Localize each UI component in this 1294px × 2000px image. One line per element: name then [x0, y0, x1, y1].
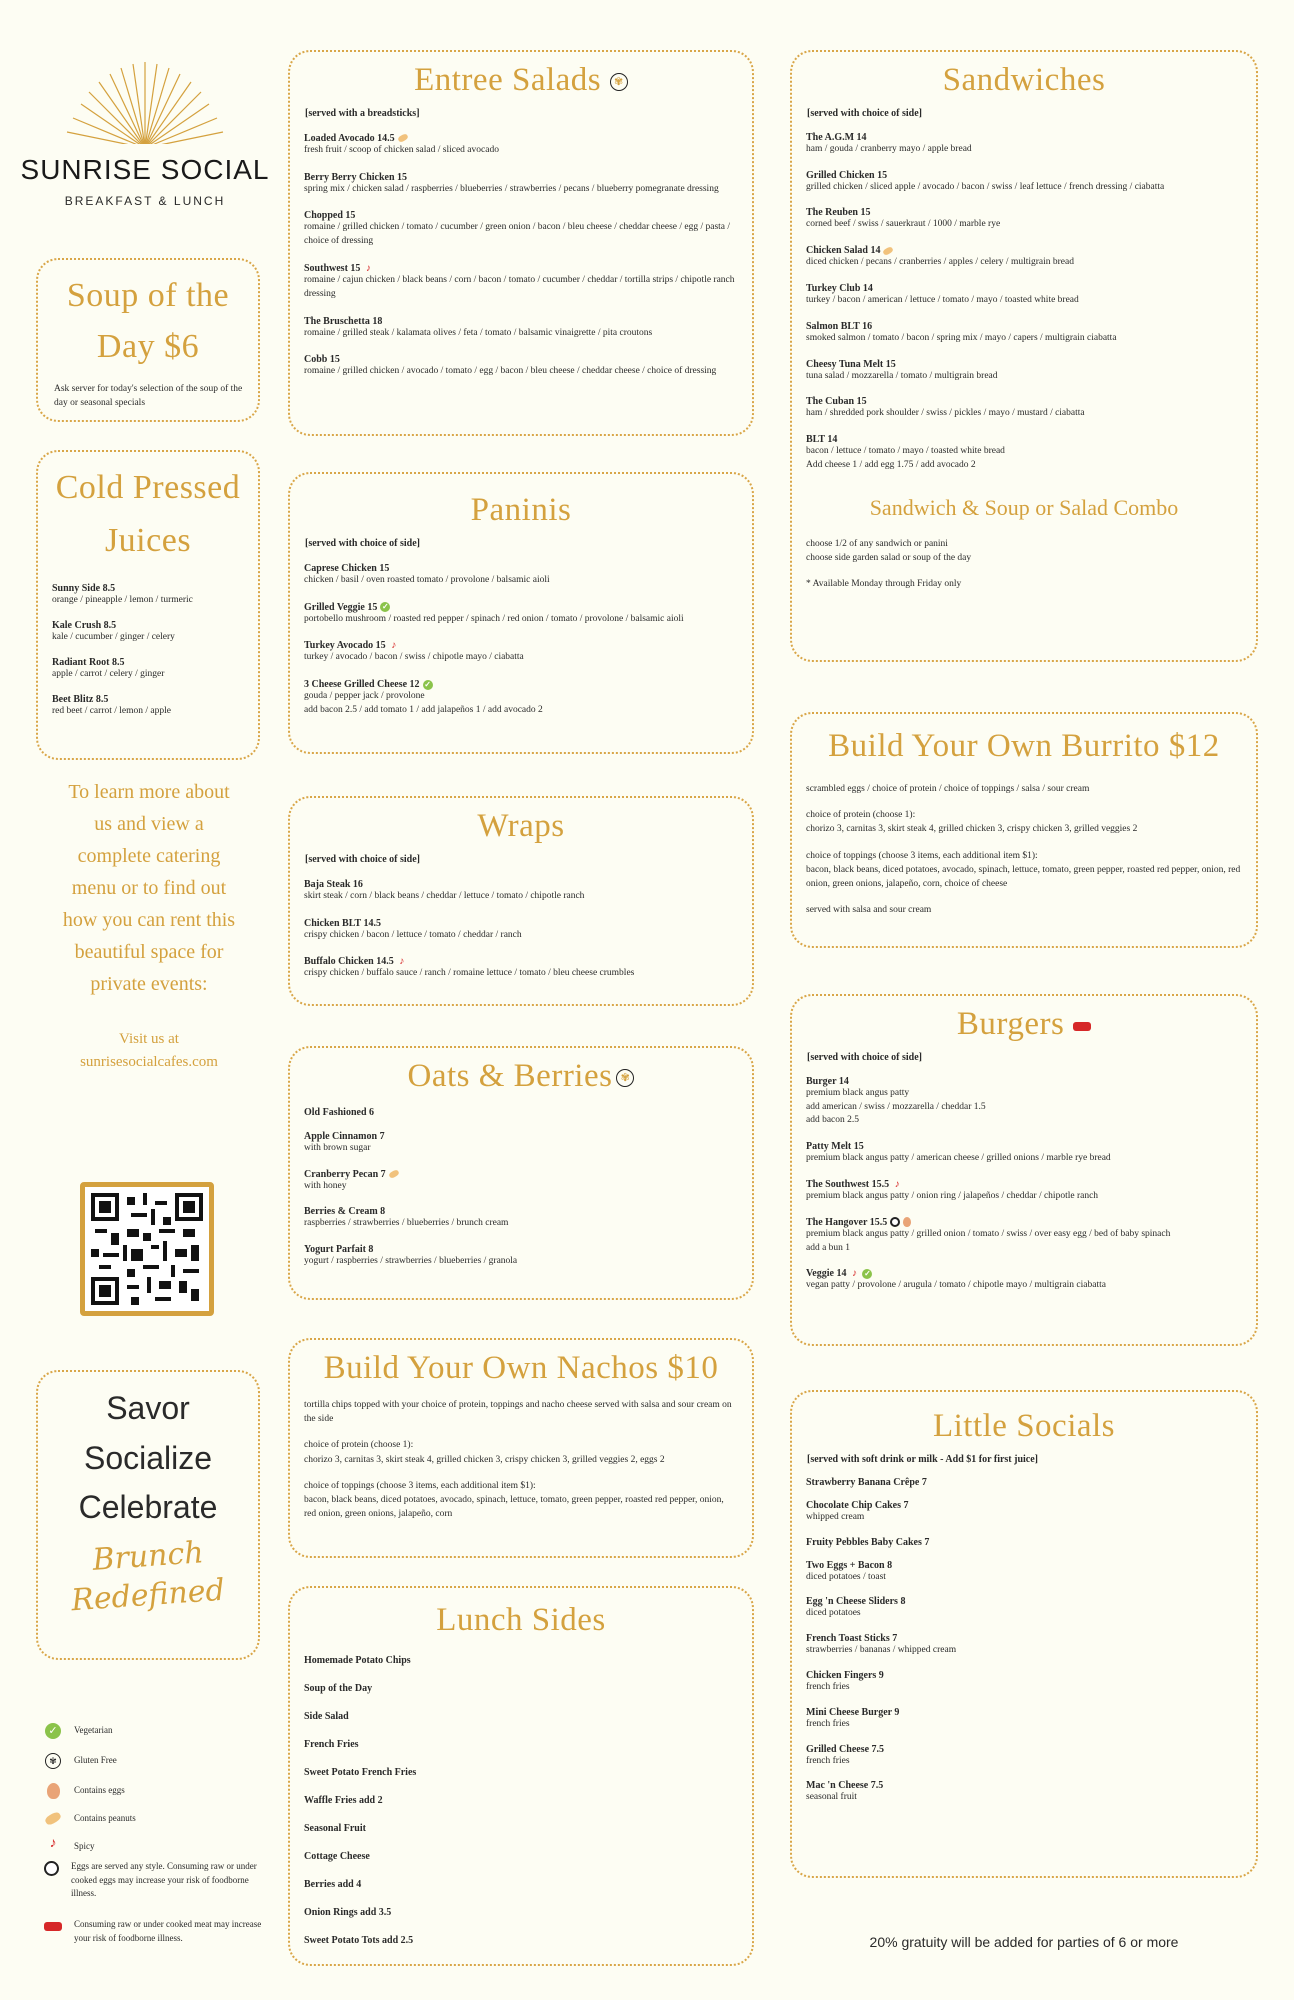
item-desc: add bacon 2.5 / add tomato 1 / add jalapeños 1 / add avocado 2 — [304, 705, 543, 715]
item-desc: seasonal fruit — [806, 1792, 857, 1803]
item-name: The Bruschetta 18 — [304, 315, 383, 327]
little-list — [806, 1477, 1242, 1805]
paninis-note: [served with choice of side] — [305, 537, 420, 549]
item-name: Grilled Veggie 15 — [304, 601, 378, 613]
vegetarian-icon: ✓ — [864, 1268, 871, 1278]
eggs-icon — [47, 1783, 60, 1799]
menu-item — [806, 1179, 1242, 1204]
item-name: Chicken Fingers 9 — [806, 1670, 884, 1681]
item-desc: crispy chicken / buffalo sauce / ranch / romaine lettuce / tomato / bleu cheese crumbles — [304, 968, 635, 979]
item-name: Yogurt Parfait 8 — [304, 1244, 374, 1256]
soup-text: Ask server for today's selection of the soup of the day or seasonal specials — [54, 384, 243, 409]
menu-item — [806, 1744, 1242, 1769]
item-name: Burger 14 — [806, 1075, 849, 1087]
item-desc: romaine / grilled chicken / tomato / cucumber / green onion / bacon / bleu cheese / cheddar cheese / egg / pasta / choice of dressing — [304, 222, 731, 247]
menu-item — [304, 263, 738, 302]
vegetarian-icon: ✓ — [45, 1723, 61, 1739]
gluten-free-icon: ✾ — [616, 1069, 634, 1087]
item-desc: french fries — [806, 1718, 850, 1729]
side-item: Berries add 4 — [304, 1878, 362, 1890]
burrito-served: served with salsa and sour cream — [806, 905, 932, 916]
item-desc: yogurt / raspberries / strawberries / blueberries / granola — [304, 1256, 518, 1267]
menu-item — [806, 1560, 1242, 1585]
menu-item — [304, 1107, 738, 1118]
item-name: Egg 'n Cheese Sliders 8 — [806, 1596, 906, 1608]
item-desc: tuna salad / mozzarella / tomato / multigrain bread — [806, 370, 998, 381]
wraps-box — [288, 796, 754, 1006]
menu-item — [806, 434, 1242, 473]
menu-item — [52, 583, 244, 608]
item-desc: gouda / pepper jack / provolone — [304, 691, 425, 702]
menu-item — [806, 207, 1242, 232]
item-desc: orange / pineapple / lemon / turmeric — [52, 595, 193, 606]
paninis-box — [288, 472, 754, 754]
little-socials-title: Little Socials — [932, 1408, 1116, 1444]
savor-line: Savor — [106, 1390, 190, 1426]
gluten-free-icon: ✾ — [45, 1753, 61, 1769]
brand-tagline: BREAKFAST & LUNCH — [64, 194, 226, 208]
item-desc: turkey / bacon / american / lettuce / tomato / mayo / toasted white bread — [806, 295, 1079, 305]
combo-desc: choose 1/2 of any sandwich or panini choose side garden salad or soup of the day — [806, 538, 972, 563]
item-name: The Southwest 15.5 — [806, 1179, 890, 1190]
item-name: Cranberry Pecan 7 — [304, 1168, 386, 1180]
menu-item — [806, 1217, 1242, 1256]
spicy-icon: ♪ — [851, 1267, 857, 1279]
item-name: Mac 'n Cheese 7.5 — [806, 1780, 884, 1792]
item-desc: chicken / basil / oven roasted tomato / provolone / balsamic aioli — [304, 574, 550, 585]
item-name: Loaded Avocado 14.5 — [304, 132, 395, 144]
menu-item — [304, 1206, 738, 1231]
side-item: Homemade Potato Chips — [304, 1654, 411, 1666]
item-name: Radiant Root 8.5 — [52, 656, 125, 668]
item-name: Turkey Avocado 15 — [304, 640, 386, 652]
side-item: Seasonal Fruit — [304, 1822, 366, 1834]
oats-list — [304, 1107, 738, 1269]
redefined-script: Redefined — [70, 1572, 226, 1619]
menu-item — [806, 283, 1242, 308]
menu-item — [304, 879, 738, 904]
side-item: Waffle Fries add 2 — [304, 1794, 383, 1806]
menu-item — [806, 170, 1242, 195]
vegetarian-icon: ✓ — [381, 602, 389, 612]
menu-item — [806, 396, 1242, 421]
meat-icon — [1073, 1022, 1091, 1031]
item-name: Veggie 14 — [806, 1268, 847, 1280]
item-name: Buffalo Chicken 14.5 — [304, 956, 394, 968]
oats-berries-box — [288, 1046, 754, 1300]
sandwiches-box — [790, 50, 1258, 662]
peanuts-icon — [883, 246, 895, 256]
burrito-protein: choice of protein (choose 1): chorizo 3, carnitas 3, skirt steak 4, grilled chicken 3, crispy chicken 3, grilled veggies 2 — [806, 810, 1138, 835]
website-link[interactable]: Visit us at sunrisesocialcafes.com — [80, 1031, 218, 1070]
item-desc: romaine / cajun chicken / black beans / corn / bacon / tomato / cucumber / cheddar / tortilla strips / chipotle ranch dressing — [304, 275, 735, 299]
eggs-icon — [903, 1217, 911, 1227]
menu-item — [304, 602, 738, 627]
burrito-desc: scrambled eggs / choice of protein / choice of toppings / salsa / sour cream — [806, 783, 1090, 794]
item-desc: smoked salmon / tomato / bacon / spring mix / mayo / capers / multigrain ciabatta — [806, 332, 1117, 343]
legend-label: Gluten Free — [74, 1755, 117, 1765]
lunch-sides-box — [288, 1586, 754, 1966]
qr-code[interactable] — [80, 1182, 214, 1316]
item-desc: diced potatoes / toast — [806, 1571, 886, 1582]
item-desc: premium black angus patty / grilled onion / tomato / swiss / over easy egg / bed of baby spinach — [806, 1228, 1171, 1239]
oats-title: Oats & Berries ✾ — [304, 1058, 738, 1096]
legend-label: Consuming raw or under cooked meat may increase your risk of foodborne illness. — [74, 1919, 262, 1943]
item-desc: turkey / avocado / bacon / swiss / chipotle mayo / ciabatta — [304, 652, 524, 663]
menu-item — [304, 172, 738, 197]
menu-item — [806, 1633, 1242, 1658]
spicy-icon: ♪ — [399, 955, 405, 967]
menu-item — [806, 1141, 1242, 1166]
savor-box — [36, 1370, 260, 1660]
item-name: The Hangover 15.5 — [806, 1216, 888, 1228]
paninis-list — [304, 563, 738, 718]
nachos-title: Build Your Own Nachos $10 — [323, 1350, 719, 1386]
peanuts-icon — [397, 133, 409, 143]
menu-item — [806, 1707, 1242, 1732]
item-name: Patty Melt 15 — [806, 1141, 864, 1153]
menu-item — [304, 316, 738, 341]
item-desc: add american / swiss / mozzarella / cheddar 1.5 — [806, 1101, 986, 1112]
nachos-box — [288, 1338, 754, 1558]
item-desc: ham / gouda / cranberry mayo / apple bread — [806, 143, 972, 154]
item-desc: kale / cucumber / ginger / celery — [52, 632, 175, 643]
burgers-note: [served with choice of side] — [807, 1051, 922, 1063]
salads-note: [served with a breadsticks] — [305, 107, 420, 119]
gluten-free-icon: ✾ — [610, 73, 628, 91]
item-desc: corned beef / swiss / sauerkraut / 1000 / marble rye — [806, 219, 1001, 230]
menu-item — [304, 956, 738, 981]
menu-item — [806, 1076, 1242, 1128]
brand-logo — [20, 60, 270, 208]
sandwiches-note: [served with choice of side] — [807, 107, 922, 119]
menu-item — [806, 1537, 1242, 1548]
item-desc: french fries — [806, 1755, 850, 1766]
menu-item — [304, 354, 738, 379]
item-name: Cheesy Tuna Melt 15 — [806, 358, 896, 370]
menu-item — [806, 1670, 1242, 1695]
item-name: Strawberry Banana Crêpe 7 — [806, 1476, 927, 1488]
item-name: BLT 14 — [806, 434, 838, 446]
item-desc: premium black angus patty / onion ring / jalapeños / cheddar / chipotle ranch — [806, 1191, 1099, 1201]
nachos-toppings: choice of toppings (choose 3 items, each additional item $1): bacon, black beans, diced potatoes, avocado, spinach, lettuce, tomato, green pepper, roasted red pepper, onion, red onion, green onions, jalapeño, corn — [304, 1480, 724, 1520]
sides-list — [304, 1655, 738, 1946]
salads-list — [304, 133, 738, 379]
menu-item — [304, 133, 738, 158]
sandwiches-list — [806, 132, 1242, 473]
spicy-icon: ♪ — [894, 1178, 900, 1190]
item-desc: ham / shredded pork shoulder / swiss / pickles / mayo / mustard / ciabatta — [806, 408, 1085, 419]
item-desc: vegan patty / provolone / arugula / tomato / chipotle mayo / multigrain ciabatta — [806, 1280, 1106, 1291]
cold-pressed-juices-box — [36, 450, 260, 760]
promo-paragraph: To learn more about us and view a complete catering menu or to find out how you can rent this beautiful space for private events: — [62, 781, 236, 995]
gratuity-note: 20% gratuity will be added for parties of 6 or more — [869, 1934, 1179, 1950]
burgers-list — [806, 1076, 1242, 1293]
item-name: Baja Steak 16 — [304, 878, 363, 890]
combo-availability: * Available Monday through Friday only — [806, 579, 962, 590]
item-desc: apple / carrot / celery / ginger — [52, 668, 165, 679]
item-desc: premium black angus patty — [806, 1087, 910, 1098]
item-name: Two Eggs + Bacon 8 — [806, 1559, 893, 1571]
menu-item — [806, 1268, 1242, 1293]
item-desc: skirt steak / corn / black beans / cheddar / lettuce / tomato / chipotle ranch — [304, 890, 585, 901]
lunch-sides-title: Lunch Sides — [436, 1602, 606, 1638]
item-desc: with brown sugar — [304, 1142, 371, 1153]
item-name: Berries & Cream 8 — [304, 1206, 386, 1218]
item-desc: diced potatoes — [806, 1608, 861, 1619]
item-name: Chicken BLT 14.5 — [304, 917, 381, 929]
nachos-protein: choice of protein (choose 1): chorizo 3, carnitas 3, skirt steak 4, grilled chicken 3, crispy chicken 3, grilled veggies 2, eggs 2 — [304, 1440, 665, 1465]
menu-item — [304, 1131, 738, 1156]
menu-item — [806, 1596, 1242, 1621]
legend-label: Vegetarian — [74, 1725, 113, 1735]
entree-salads-title: Entree Salads ✾ — [304, 62, 738, 100]
soup-of-the-day-box — [36, 258, 260, 422]
item-desc: whipped cream — [806, 1511, 865, 1522]
menu-item — [304, 640, 738, 665]
legend-label: Contains eggs — [74, 1785, 125, 1795]
menu-item — [304, 1244, 738, 1269]
item-desc: raspberries / strawberries / blueberries / brunch cream — [304, 1218, 509, 1229]
spicy-icon: ♪ — [49, 1836, 57, 1851]
menu-item — [806, 1477, 1242, 1488]
item-name: Kale Crush 8.5 — [52, 620, 117, 632]
spicy-icon: ♪ — [391, 639, 397, 651]
menu-item — [304, 563, 738, 588]
item-name: Old Fashioned 6 — [304, 1106, 375, 1118]
item-name: Sunny Side 8.5 — [52, 583, 116, 595]
eggs-style-icon — [44, 1861, 59, 1876]
item-name: Chocolate Chip Cakes 7 — [806, 1499, 909, 1511]
menu-item — [52, 657, 244, 682]
juices-list — [52, 583, 244, 718]
menu-item — [806, 1780, 1242, 1805]
item-desc: bacon / lettuce / tomato / mayo / toasted white bread — [806, 446, 1005, 457]
item-name: Mini Cheese Burger 9 — [806, 1706, 900, 1718]
legend-label: Eggs are served any style. Consuming raw or under cooked eggs may increase your risk of foodborne illness. — [71, 1861, 257, 1898]
item-desc: diced chicken / pecans / cranberries / apples / celery / multigrain bread — [806, 257, 1074, 268]
soup-title: Soup of the Day $6 — [66, 277, 230, 365]
item-name: Chicken Salad 14 — [806, 245, 881, 257]
item-desc: add a bun 1 — [806, 1242, 851, 1253]
menu-item — [806, 359, 1242, 384]
side-item: French Fries — [304, 1738, 359, 1750]
little-socials-box — [790, 1390, 1258, 1878]
socialize-line: Socialize — [83, 1439, 213, 1476]
qr-code-icon — [91, 1193, 203, 1305]
legend-label: Spicy — [74, 1841, 95, 1851]
item-desc: romaine / grilled steak / kalamata olives / feta / tomato / balsamic vinaigrette / pita croutons — [304, 327, 653, 338]
item-name: Berry Berry Chicken 15 — [304, 171, 408, 183]
menu-item — [806, 321, 1242, 346]
burrito-title: Build Your Own Burrito $12 — [828, 728, 1220, 764]
wraps-note: [served with choice of side] — [305, 853, 420, 865]
peanuts-icon — [388, 1169, 400, 1179]
menu-item — [304, 918, 738, 943]
item-desc: strawberries / bananas / whipped cream — [806, 1645, 957, 1656]
brunch-script: Brunch — [91, 1534, 205, 1578]
menu-item — [304, 679, 738, 718]
item-desc: with honey — [304, 1180, 347, 1191]
burrito-box — [790, 712, 1258, 948]
item-desc: Add cheese 1 / add egg 1.75 / add avocado 2 — [806, 459, 976, 470]
legend-label: Contains peanuts — [74, 1813, 136, 1823]
item-name: Chopped 15 — [304, 210, 356, 222]
item-name: Grilled Chicken 15 — [806, 169, 888, 181]
item-name: Cobb 15 — [304, 354, 340, 366]
burgers-box — [790, 994, 1258, 1346]
side-item: Side Salad — [304, 1710, 349, 1722]
item-name: The Reuben 15 — [806, 207, 871, 219]
item-name: Beet Blitz 8.5 — [52, 693, 109, 705]
wraps-title: Wraps — [477, 808, 565, 844]
meat-icon — [44, 1922, 62, 1931]
item-name: Apple Cinnamon 7 — [304, 1130, 385, 1142]
item-desc: fresh fruit / scoop of chicken salad / sliced avocado — [304, 144, 499, 155]
promo-text — [58, 776, 240, 1073]
item-name: Salmon BLT 16 — [806, 320, 873, 332]
item-name: Grilled Cheese 7.5 — [806, 1743, 885, 1755]
menu-item — [52, 620, 244, 645]
vegetarian-icon: ✓ — [424, 679, 431, 689]
item-name: The A.G.M 14 — [806, 131, 867, 143]
combo-title: Sandwich & Soup or Salad Combo — [869, 494, 1179, 520]
menu-item — [806, 132, 1242, 157]
item-name: Fruity Pebbles Baby Cakes 7 — [806, 1536, 930, 1548]
entree-salads-box — [288, 50, 754, 436]
menu-item — [304, 210, 738, 249]
item-name: Caprese Chicken 15 — [304, 562, 390, 574]
juices-title: Cold Pressed Juices — [55, 469, 241, 559]
item-name: Turkey Club 14 — [806, 283, 873, 294]
menu-item — [304, 1169, 738, 1194]
eggs-style-icon — [890, 1217, 900, 1227]
paninis-title: Paninis — [470, 492, 572, 528]
menu-item — [806, 1500, 1242, 1525]
item-desc: romaine / grilled chicken / avocado / tomato / egg / bacon / bleu cheese / cheddar cheese / choice of dressing — [304, 366, 717, 377]
wraps-list — [304, 879, 738, 981]
item-desc: add bacon 2.5 — [806, 1115, 860, 1126]
item-desc: crispy chicken / bacon / lettuce / tomato / cheddar / ranch — [304, 929, 522, 940]
item-desc: grilled chicken / sliced apple / avocado / bacon / swiss / leaf lettuce / french dressing / ciabatta — [806, 181, 1165, 192]
side-item: Soup of the Day — [304, 1682, 373, 1694]
peanuts-icon — [44, 1811, 62, 1827]
item-name: 3 Cheese Grilled Cheese 12 — [304, 679, 420, 691]
item-name: Southwest 15 — [304, 263, 361, 274]
menu-item — [806, 245, 1242, 270]
celebrate-line: Celebrate — [78, 1489, 218, 1526]
item-name: French Toast Sticks 7 — [806, 1633, 898, 1645]
side-item: Sweet Potato French Fries — [304, 1766, 417, 1778]
sunrise-icon — [55, 60, 235, 150]
item-desc: red beet / carrot / lemon / apple — [52, 705, 171, 716]
sandwiches-title: Sandwiches — [942, 62, 1106, 98]
item-desc: spring mix / chicken salad / raspberries / blueberries / strawberries / pecans / blueberry pomegranate dressing — [304, 183, 719, 194]
item-desc: french fries — [806, 1682, 850, 1692]
little-note: [served with soft drink or milk - Add $1 for first juice] — [807, 1453, 1039, 1465]
burrito-toppings: choice of toppings (choose 3 items, each additional item $1): bacon, black beans, diced potatoes, avocado, spinach, lettuce, tomato, green pepper, roasted red pepper, onion, red onion, green onions, jalapeño, corn, choice of cheese — [806, 850, 1241, 890]
item-desc: premium black angus patty / american cheese / grilled onions / marble rye bread — [806, 1153, 1111, 1164]
side-item: Onion Rings add 3.5 — [304, 1906, 392, 1918]
side-item: Cottage Cheese — [304, 1850, 370, 1862]
nachos-desc: tortilla chips topped with your choice of protein, toppings and nacho cheese served with salsa and sour cream on the side — [304, 1399, 732, 1425]
spicy-icon: ♪ — [365, 262, 371, 274]
menu-item — [52, 694, 244, 719]
side-item: Sweet Potato Tots add 2.5 — [304, 1934, 414, 1946]
item-name: The Cuban 15 — [806, 396, 867, 408]
brand-name: SUNRISE SOCIAL — [20, 154, 270, 185]
burgers-title: Burgers — [806, 1006, 1242, 1044]
item-desc: portobello mushroom / roasted red pepper / spinach / red onion / tomato / provolone / balsamic aioli — [304, 613, 684, 624]
